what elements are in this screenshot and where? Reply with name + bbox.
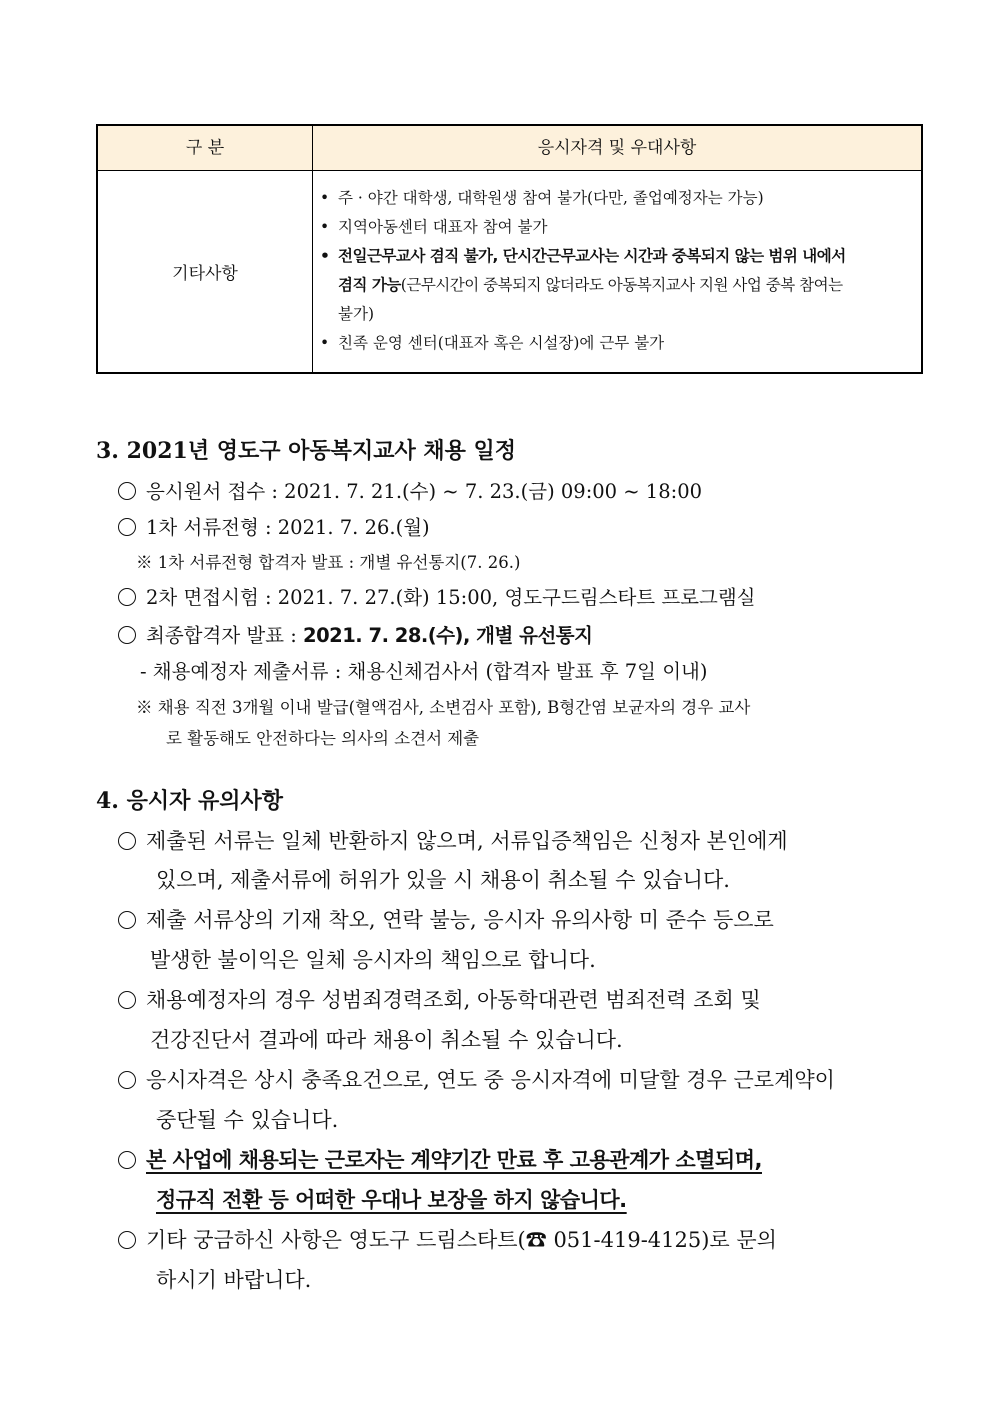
list-item: • 전일근무교사 겸직 불가, 단시간근무교사는 시간과 중복되지 않는 범위 내에서 겸직 가능(근무시간이 중복되지 않더라도 아동복지교사 지원 사업 중복 참여는 불가): [320, 247, 846, 323]
list-item: • 지역아동센터 대표자 참여 불가: [320, 218, 548, 236]
notice-item: 제출 서류상의 기재 착오, 연락 불능, 응시자 유의사항 미 준수 등으로: [118, 904, 774, 934]
schedule-item: 최종합격자 발표 : 2021. 7. 28.(수), 개별 유선통지: [118, 620, 592, 648]
schedule-item: 응시원서 접수 : 2021. 7. 21.(수) ~ 7. 23.(금) 09:00 ~ 18:00: [118, 476, 702, 504]
col-header-category: 구 분: [185, 138, 225, 158]
col-header-qualification: 응시자격 및 우대사항: [537, 138, 697, 158]
notice-item-emphasis-cont: 정규직 전환 등 어떠한 우대나 보장을 하지 않습니다.: [156, 1188, 627, 1212]
notice-item: 응시자격은 상시 충족요건으로, 연도 중 응시자격에 미달할 경우 근로계약이: [118, 1064, 835, 1094]
schedule-subitem: - 채용예정자 제출서류 : 채용신체검사서 (합격자 발표 후 7일 이내): [140, 660, 708, 683]
notice-item: 기타 궁금하신 사항은 영도구 드림스타트(☎ 051-419-4125)로 문의: [118, 1224, 777, 1254]
schedule-item: 2차 면접시험 : 2021. 7. 27.(화) 15:00, 영도구드림스타트 프로그램실: [118, 582, 756, 610]
bullet-list: [320, 184, 909, 358]
schedule-item: 1차 서류전형 : 2021. 7. 26.(월): [118, 512, 430, 540]
schedule-note: 로 활동해도 안전하다는 의사의 소견서 제출: [166, 729, 480, 748]
row-label-other: 기타사항: [172, 263, 238, 284]
schedule-note: ※ 채용 직전 3개월 이내 발급(혈액검사, 소변검사 포함), B형간염 보균자의 경우 교사: [136, 698, 751, 717]
eligibility-table: [96, 124, 923, 374]
list-item: • 주 · 야간 대학생, 대학원생 참여 불가(다만, 졸업예정자는 가능): [320, 189, 764, 207]
notice-item-cont: 있으며, 제출서류에 허위가 있을 시 채용이 취소될 수 있습니다.: [156, 868, 730, 892]
notice-item: 제출된 서류는 일체 반환하지 않으며, 서류입증책임은 신청자 본인에게: [118, 825, 788, 855]
notice-item-cont: 하시기 바랍니다.: [156, 1268, 312, 1292]
list-item: • 친족 운영 센터(대표자 혹은 시설장)에 근무 불가: [320, 334, 665, 352]
schedule-note: ※ 1차 서류전형 합격자 발표 : 개별 유선통지(7. 26.): [136, 553, 521, 572]
notice-item-cont: 건강진단서 결과에 따라 채용이 취소될 수 있습니다.: [150, 1028, 623, 1052]
notice-item-cont: 중단될 수 있습니다.: [156, 1108, 339, 1132]
section3-title: 3. 2021년 영도구 아동복지교사 채용 일정: [96, 438, 517, 464]
notice-item: 채용예정자의 경우 성범죄경력조회, 아동학대관련 범죄전력 조회 및: [118, 984, 761, 1014]
section4-title: 4. 응시자 유의사항: [96, 788, 284, 814]
notice-item-cont: 발생한 불이익은 일체 응시자의 책임으로 합니다.: [150, 948, 596, 972]
notice-item-emphasis: 본 사업에 채용되는 근로자는 계약기간 만료 후 고용관계가 소멸되며,: [118, 1144, 762, 1174]
phone-icon: ☎: [525, 1228, 547, 1252]
